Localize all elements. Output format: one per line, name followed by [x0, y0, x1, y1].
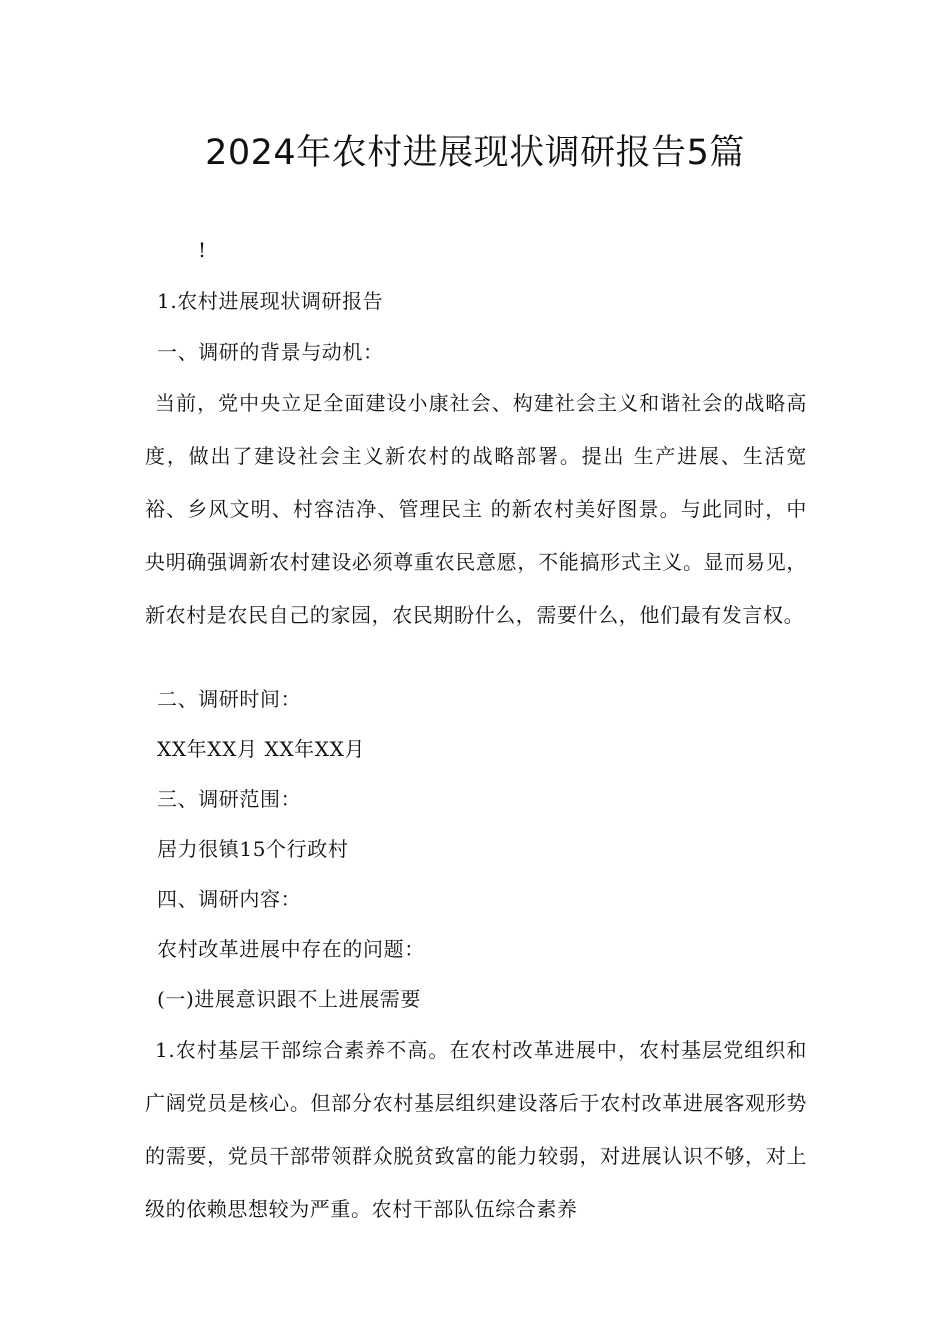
- heading-scope: 三、调研范围：: [157, 787, 302, 811]
- subheading-awareness: (一)进展意识跟不上进展需要: [157, 987, 422, 1011]
- scope-value: 居力很镇15个行政村: [157, 837, 349, 861]
- section-heading: 1.农村进展现状调研报告: [157, 289, 384, 313]
- heading-background: 一、调研的背景与动机：: [157, 340, 384, 364]
- heading-time: 二、调研时间：: [157, 687, 302, 711]
- paragraph-background: 当前，党中央立足全面建设小康社会、构建社会主义和谐社会的战略高度，做出了建设社会主义新农村的战略部署。提出 生产进展、生活宽裕、乡风文明、村容洁净、管理民主 的新农村美好图景。与此同时，中央明确强调新农村建设必须尊重农民意愿，不能搞形式主义。显而易见，新农村是农民自己的家园，农民期盼什么，需要什么，他们最有发言权。: [145, 391, 807, 627]
- exclamation-mark: !: [198, 238, 207, 262]
- heading-content: 四、调研内容：: [157, 887, 302, 911]
- time-value: XX年XX月 XX年XX月: [157, 737, 366, 761]
- document-title: 2024年农村进展现状调研报告5篇: [205, 133, 745, 173]
- paragraph-cadre-quality: 1.农村基层干部综合素养不高。在农村改革进展中，农村基层党组织和广阔党员是核心。但部分农村基层组织建设落后于农村改革进展客观形势的需要，党员干部带领群众脱贫致富的能力较弱，对进展认识不够，对上级的依赖思想较为严重。农村干部队伍综合素养: [145, 1038, 807, 1221]
- content-intro: 农村改革进展中存在的问题：: [157, 937, 425, 961]
